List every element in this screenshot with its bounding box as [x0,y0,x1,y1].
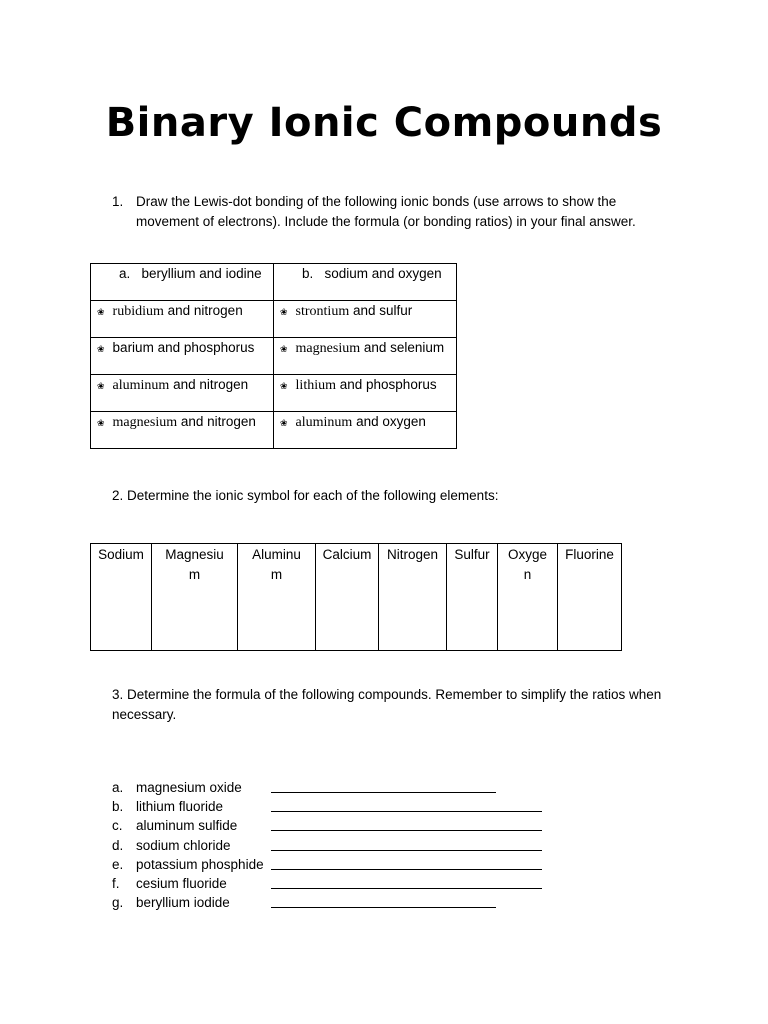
pair-cell [91,412,274,449]
element-name: aluminum [295,415,353,430]
table-row [91,412,457,449]
pair-cell [274,338,457,375]
element-column-fluorine: Fluorine [558,544,622,651]
pair-letter: b. [302,266,314,281]
compound-name: lithium fluoride [136,799,224,815]
element-column-magnesium: Magnesium [152,544,238,651]
element-partner: and nitrogen [163,303,243,318]
element-partner: and nitrogen [169,377,249,392]
item-letter: e. [112,856,124,872]
flower-bullet-icon: ❀ [97,307,105,317]
pair-letter: a. [119,266,131,281]
compound-name: aluminum sulfide [136,818,238,834]
element-column-aluminum: Aluminum [238,544,316,651]
compound-name: cesium fluoride [136,875,227,891]
element-partner: and oxygen [352,414,426,429]
table-row [91,544,622,651]
table-row [91,301,457,338]
pair-cell [91,375,274,412]
element-column-nitrogen: Nitrogen [379,544,447,651]
item-letter: f. [112,875,120,891]
item-letter: b. [112,799,124,815]
question-1 [112,192,672,232]
item-letter: c. [112,818,123,834]
flower-bullet-icon: ❀ [97,381,105,391]
element-column-sulfur: Sulfur [447,544,498,651]
question-1-number: 1. [112,194,124,209]
question-1-text: Draw the Lewis-dot bonding of the following ionic bonds (use arrows to show the movement of electrons). Include the formula (or bonding ratios) in your final answer. [136,194,636,229]
item-letter: g. [112,895,124,911]
element-name: magnesium [112,415,178,430]
element-name: barium [112,340,154,355]
pair-cell [274,301,457,338]
answer-blank[interactable] [271,907,496,908]
element-column-calcium: Calcium [316,544,379,651]
element-partner: and selenium [360,340,445,355]
flower-bullet-icon: ❀ [280,307,288,317]
flower-bullet-icon: ❀ [280,381,288,391]
ionic-symbol-table [90,543,622,651]
answer-blank[interactable] [271,811,542,812]
table-header-row [91,264,457,301]
answer-blank[interactable] [271,830,542,831]
flower-bullet-icon: ❀ [280,418,288,428]
table-row [91,338,457,375]
element-name: rubidium [112,304,164,319]
compound-name: magnesium oxide [136,780,242,795]
flower-bullet-icon: ❀ [97,344,105,354]
answer-blank[interactable] [271,792,496,793]
pair-cell [91,338,274,375]
element-column-oxygen: Oxygen [498,544,558,651]
lewis-dot-pairs-table [90,263,457,449]
compound-name: beryllium iodide [136,895,230,911]
pair-cell-b [274,264,457,301]
pair-text: beryllium and iodine [141,266,262,281]
answer-blank[interactable] [271,888,542,889]
item-letter: d. [112,837,124,853]
pair-cell [274,375,457,412]
element-partner: and phosphorus [153,340,255,355]
worksheet-title: Binary Ionic Compounds [105,100,663,146]
pair-cell [91,301,274,338]
pair-text: sodium and oxygen [324,266,442,281]
element-name: aluminum [112,378,170,393]
pair-cell [274,412,457,449]
element-partner: and sulfur [349,303,413,318]
item-letter: a. [112,780,124,795]
question-2-text: 2. Determine the ionic symbol for each of the following elements: [112,488,499,503]
element-name: magnesium [295,341,361,356]
element-name: lithium [295,378,336,393]
table-row [91,375,457,412]
compound-name: sodium chloride [136,837,231,853]
compound-name: potassium phosphide [136,856,264,872]
element-partner: and phosphorus [336,377,437,392]
element-partner: and nitrogen [177,414,256,429]
element-column-sodium: Sodium [91,544,152,651]
element-name: strontium [295,304,350,319]
answer-blank[interactable] [271,850,542,851]
question-3-text: 3. Determine the formula of the following compounds. Remember to simplify the ratios when necessary. [112,687,662,722]
pair-cell-a [91,264,274,301]
flower-bullet-icon: ❀ [97,418,105,428]
answer-blank[interactable] [271,869,542,870]
flower-bullet-icon: ❀ [280,344,288,354]
